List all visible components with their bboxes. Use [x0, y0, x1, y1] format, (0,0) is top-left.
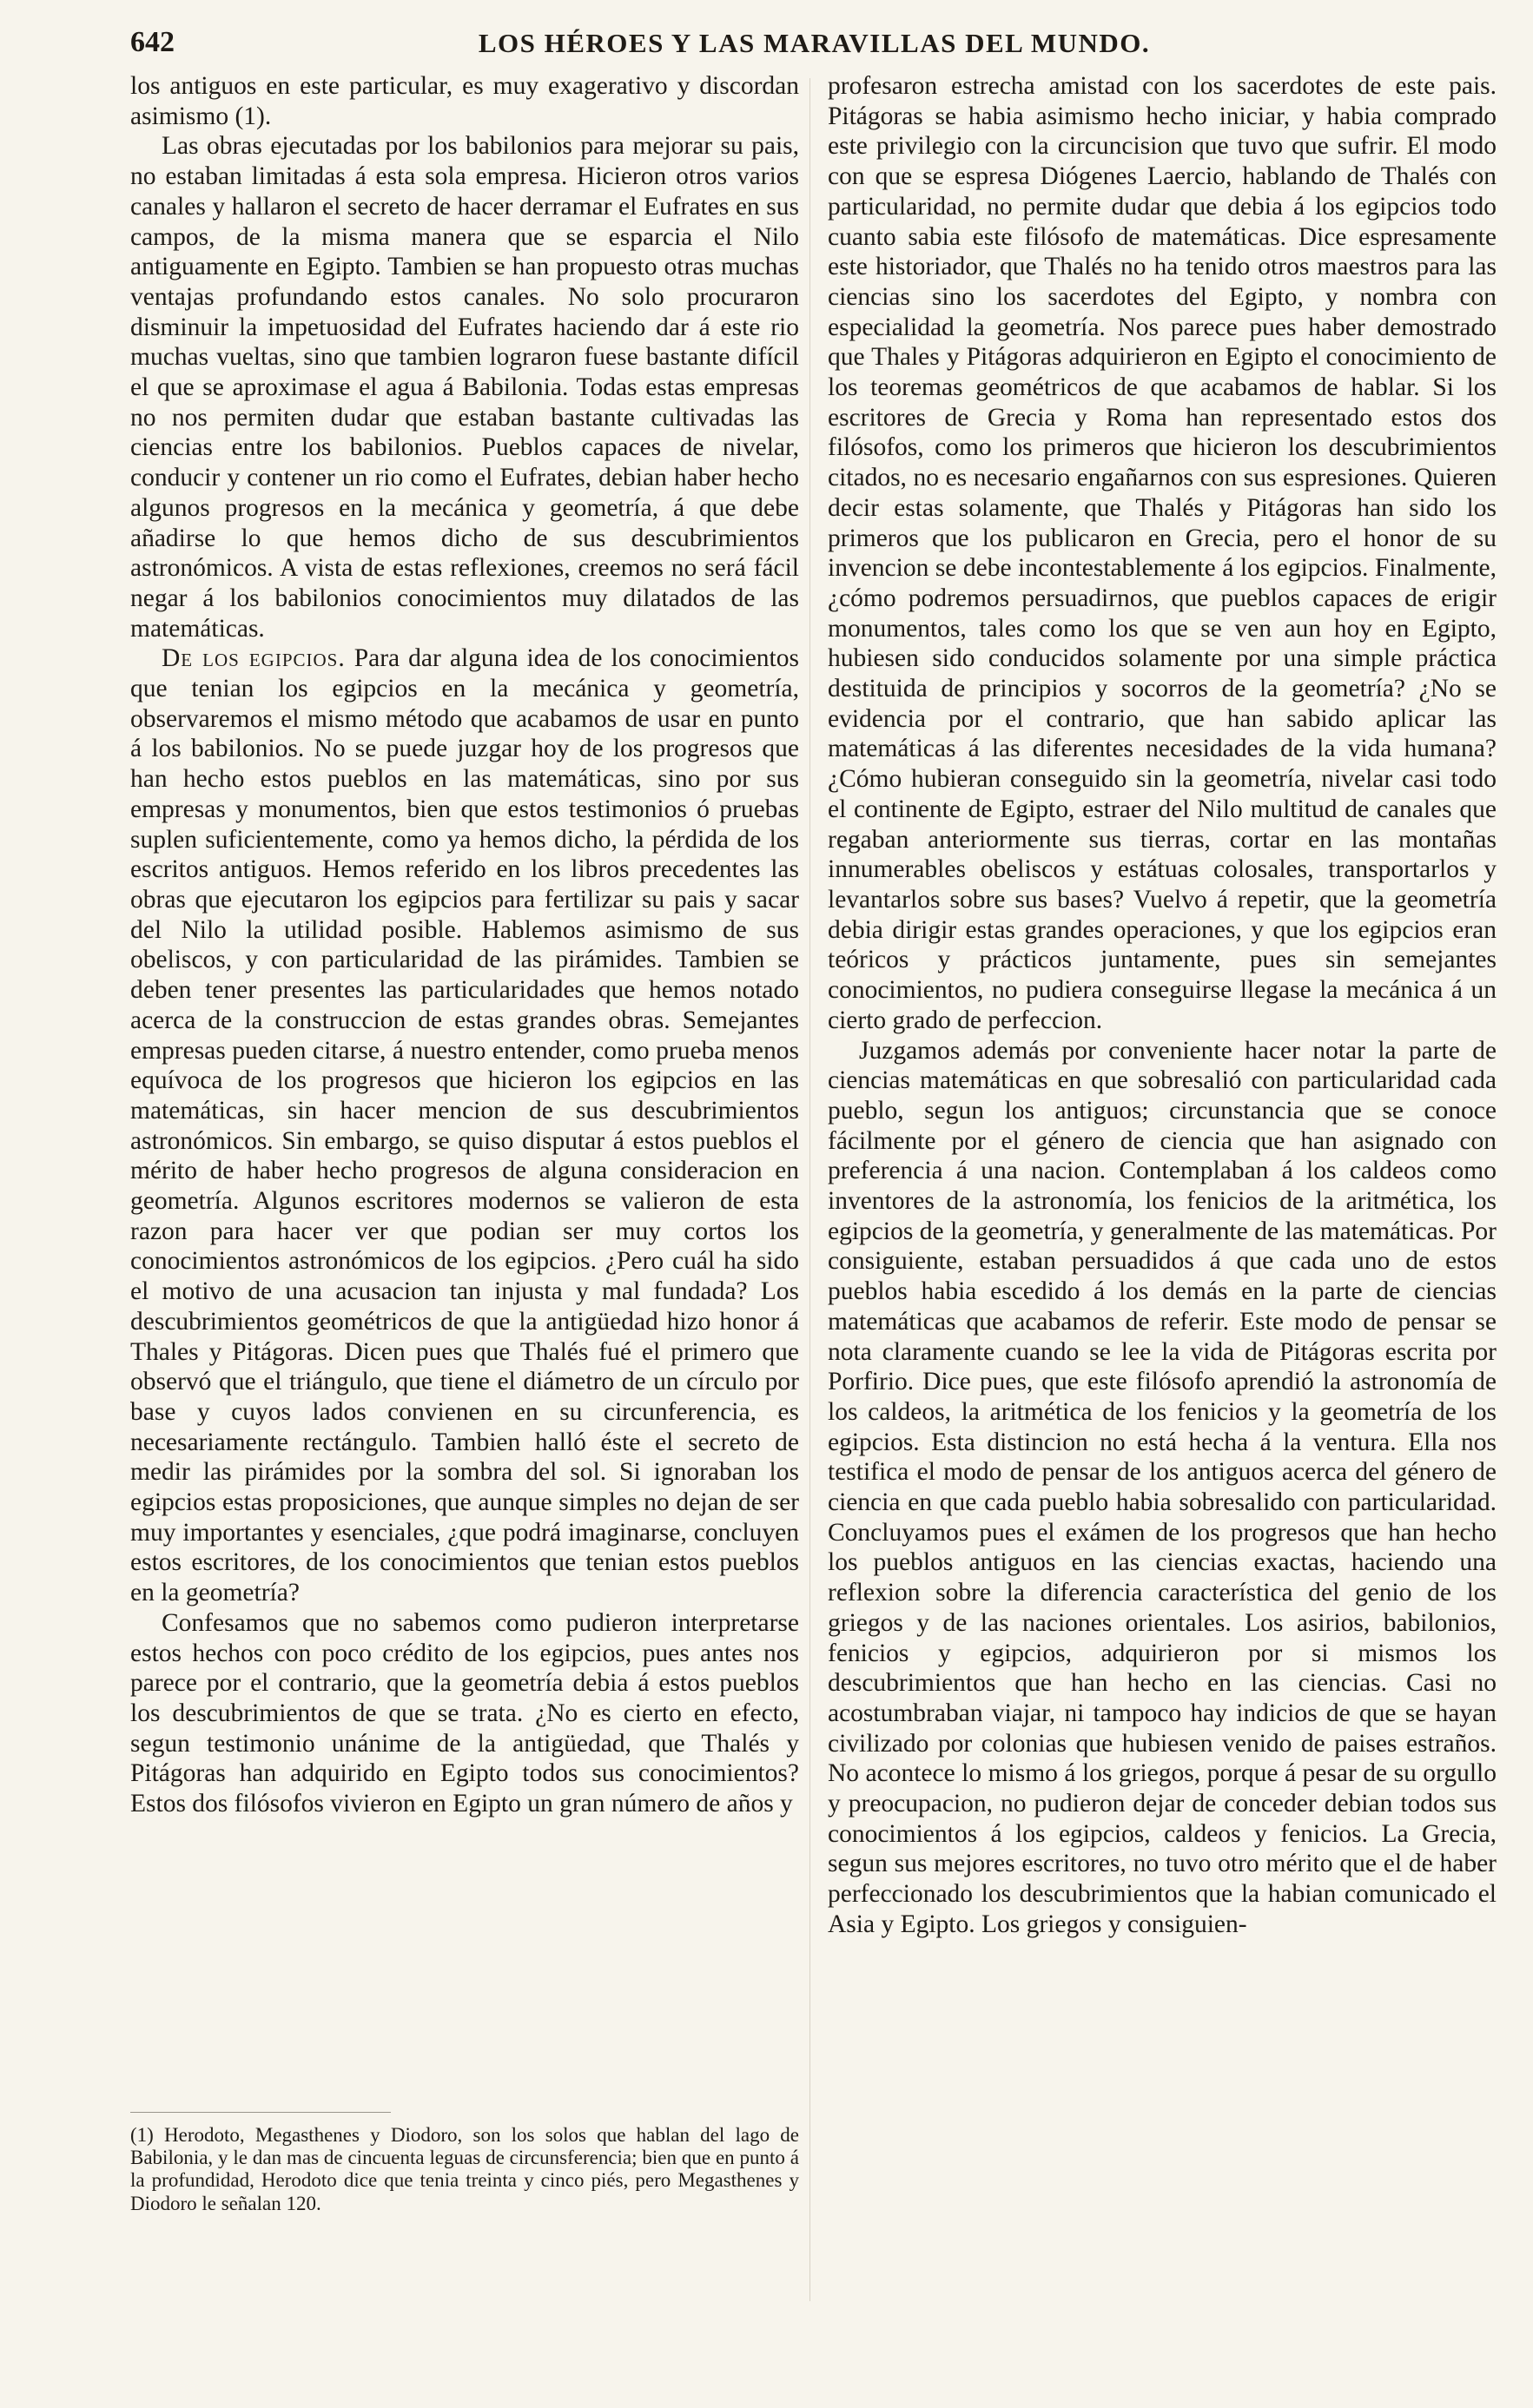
right-column — [828, 71, 1497, 1940]
paragraph: Las obras ejecutadas por los babilonios para mejorar su pais, no estaban limitadas á esta sola empresa. Hicieron otros varios canales y hallaron el secreto de hacer derramar el Eufrates en sus campos, de la misma manera que se esparcia el Nilo antiguamente en Egipto. Tambien se han propuesto otras muchas ventajas profundando estos canales. No solo procuraron disminuir la impetuosidad del Eufrates haciendo dar á este rio muchas vueltas, sino que tambien lograron fuese bastante difícil el que se aproximase el agua á Babilonia. Todas estas empresas no nos permiten dudar que estaban bastante cultivadas las ciencias entre los babilonios. Pueblos capaces de nivelar, conducir y contener un rio como el Eufrates, debian haber hecho algunos progresos en la mecánica y geometría, á que debe añadirse lo que hemos dicho de sus descubrimientos astronómicos. A vista de estas reflexiones, creemos no será fácil negar á los babilonios conocimientos muy dilatados de las matemáticas. — [130, 132, 799, 643]
paragraph: Juzgamos además por conveniente hacer notar la parte de ciencias matemáticas en que sobresalió con particularidad cada pueblo, segun los antiguos; circunstancia que se conoce fácilmente por el género de ciencia que han asignado con preferencia á una nacion. Contemplaban á los caldeos como inventores de la astronomía, los fenicios de la aritmética, los egipcios de la geometría, y generalmente de las matemáticas. Por consiguiente, estaban persuadidos á que cada uno de estos pueblos habia escedido á los demás en la parte de ciencias matemáticas que acabamos de referir. Este modo de pensar se nota claramente cuando se lee la vida de Pitágoras escrita por Porfirio. Dice pues, que este filósofo aprendió la astronomía de los caldeos, la aritmética de los fenicios y la geometría de los egipcios. Esta distincion no está hecha á la ventura. Ella nos testifica el modo de pensar de los antiguos acerca del género de ciencia en que cada pueblo habia sobresalido con particularidad. Concluyamos pues el exámen de los progresos que han hecho los pueblos antiguos en las ciencias exactas, haciendo una reflexion sobre la diferencia característica del genio de los griegos y de las naciones orientales. Los asirios, babilonios, fenicios y egipcios, adquirieron por si mismos los descubrimientos que han hecho en las ciencias. Casi no acostumbraban viajar, ni tampoco hay indicios de que se hayan civilizado por colonias que hubiesen venido de paises estraños. No acontece lo mismo á los griegos, porque á pesar de su orgullo y preocupacion, no pudieron dejar de conceder debian todos sus conocimientos á los egipcios, caldeos y fenicios. La Grecia, segun sus mejores escritores, no tuvo otro mérito que el de haber perfeccionado los descubrimientos que la habian comunicado el Asia y Egipto. Los griegos y consiguien- — [828, 1036, 1497, 1938]
left-column — [130, 71, 799, 1819]
paragraph: Confesamos que no sabemos como pudieron interpretarse estos hechos con poco crédito de los egipcios, pues antes nos parece por el contrario, que la geometría debia á estos pueblos los descubrimientos de que se trata. ¿No es cierto en efecto, segun testimonio unánime de la antigüedad, que Thalés y Pitágoras han adquirido en Egipto todos sus conocimientos? Estos dos filósofos vivieron en Egipto un gran número de años y — [130, 1608, 799, 1818]
page-number: 642 — [130, 26, 175, 58]
paragraph: los antiguos en este particular, es muy exagerativo y discordan asimismo (1). — [130, 72, 799, 130]
paragraph: profesaron estrecha amistad con los sacerdotes de este pais. Pitágoras se habia asimismo hecho iniciar, y habia comprado este privilegio con la circuncision que tuvo que sufrir. El modo con que se espresa Diógenes Laercio, hablando de Thalés con particularidad, no permite dudar que debia á los egipcios todo cuanto sabia este filósofo de matemáticas. Dice espresamente este historiador, que Thalés no ha tenido otros maestros para las ciencias sino los sacerdotes del Egipto, y nombra con especialidad la geometría. Nos parece pues haber demostrado que Thales y Pitágoras adquirieron en Egipto el conocimiento de los teoremas geométricos de que acabamos de hablar. Si los escritores de Grecia y Roma han representado estos dos filósofos, como los primeros que hicieron los descubrimientos citados, no es necesario engañarnos con sus espresiones. Quieren decir estas solamente, que Thalés y Pitágoras han sido los primeros que los publicaron en Grecia, pero el honor de su invencion se debe incontestablemente á los egipcios. Finalmente, ¿cómo podremos persuadirnos, que pueblos capaces de erigir monumentos, tales como los que se ven aun hoy en Egipto, hubiesen sido conducidos solamente por una simple práctica destituida de principios y socorros de la geometría? ¿No se evidencia por el contrario, que han sabido aplicar las matemáticas á las diferentes necesidades de la vida humana? ¿Cómo hubieran conseguido sin la geometría, nivelar casi todo el continente de Egipto, estraer del Nilo multitud de canales que regaban anteriormente sus tierras, cortar en las montañas innumerables obeliscos y estátuas colosales, transportarlos y levantarlos sobre sus bases? Vuelvo á repetir, que la geometría debia dirigir estas grandes operaciones, y que los egipcios eran teóricos y prácticos juntamente, pues sin semejantes conocimientos, no pudiera conseguirse llegase la mecánica á un cierto grado de perfeccion. — [828, 72, 1497, 1034]
paragraph — [130, 643, 799, 1608]
paragraph-text: Para dar alguna idea de los conocimientos que tenian los egipcios en la mecánica y geometría, observaremos el mismo método que acabamos de usar en punto á los babilonios. No se puede juzgar hoy de los progresos que han hecho estos pueblos en las matemáticas, sino por sus empresas y monumentos, bien que estos testimonios ó pruebas suplen suficientemente, como ya hemos dicho, la pérdida de los escritos antiguos. Hemos referido en los libros precedentes las obras que ejecutaron los egipcios para fertilizar su pais y sacar del Nilo la utilidad posible. Hablemos asimismo de sus obeliscos, y con particularidad de las pirámides. Tambien se deben tener presentes las particularidades que hemos notado acerca de la construccion de estas grandes obras. Semejantes empresas pueden citarse, á nuestro entender, como prueba menos equívoca de los progresos que hicieron los egipcios en las matemáticas, sin hacer mencion de sus descubrimientos astronómicos. Sin embargo, se quiso disputar á estos pueblos el mérito de haber hecho progresos de alguna consideracion en geometría. Algunos escritores modernos se valieron de esta razon para hacer ver que podian ser muy cortos los conocimientos astronómicos de los egipcios. ¿Pero cuál ha sido el motivo de una acusacion tan injusta y mal fundada? Los descubrimientos geométricos de que la antigüedad hizo honor á Thales y Pitágoras. Dicen pues que Thalés fué el primero que observó que el triángulo, que tiene el diámetro de un círculo por base y cuyos lados convienen en su circunferencia, es necesariamente rectángulo. Tambien halló éste el secreto de medir las pirámides por la sombra del sol. Si ignoraban los egipcios estas proposiciones, que aunque simples no dejan de ser muy importantes y esenciales, ¿que podrá imaginarse, concluyen estos escritores, de los conocimientos que tenian estos pueblos en la geometría? — [130, 644, 799, 1607]
column-divider — [809, 78, 810, 2301]
page-header — [130, 26, 1498, 75]
section-heading: De los egipcios. — [162, 644, 346, 673]
footnote-divider — [130, 2112, 391, 2113]
running-title: LOS HÉROES Y LAS MARAVILLAS DEL MUNDO. — [478, 28, 1151, 58]
footnote: (1) Herodoto, Megasthenes y Diodoro, son los solos que hablan del lago de Babilonia, y le dan mas de cincuenta leguas de circunsferencia; bien que en punto á la profundidad, Herodoto dice que tenia treinta y cinco piés, pero Megasthenes y Diodoro le señalan 120. — [130, 2124, 799, 2214]
